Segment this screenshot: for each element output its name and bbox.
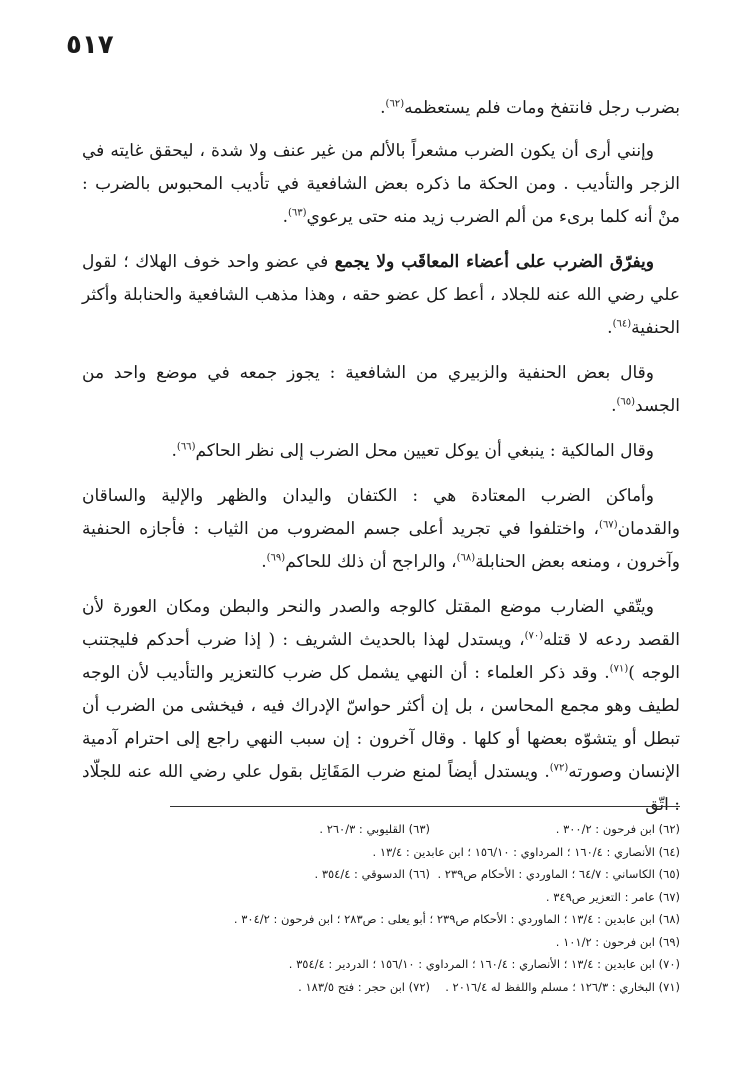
footnote: (٦٨) ابن عابدين : ١٣/٤ ؛ الماوردي : الأحكام ص٢٣٩ ؛ أبو يعلى : ص٢٨٣ ؛ ابن فرحون : ٣٠٤/٢ . [233, 912, 680, 926]
footnote-row [90, 953, 680, 976]
footnote: (٦٢) ابن فرحون : ٣٠٠/٢ . [555, 822, 680, 836]
paragraph-text: ، والراجح أن ذلك للحاكم [285, 552, 457, 572]
footnote-row [90, 863, 680, 886]
paragraph-text: وإنني أرى أن يكون الضرب مشعراً بالألم من غير عنف ولا شدة ، ليحقق غايته في الزجر والتأديب . ومن الحكة ما ذكره بعض الشافعية في تأديب المحبوس بالضرب : منْ أنه كلما برىء من ألم الضرب زيد منه حتى يرعوي [82, 141, 680, 227]
paragraph: وأماكن الضرب المعتادة هي : الكتفان واليدان والظهر والإلية والساقان والقدمان$^{(٦٧)}$، واختلفوا في تجريد أعلى جسم المضروب من الثياب : فأجازه الحنفية وآخرون ، ومنعه بعض الحنابلة$^{(٦٨)}$، والراجح أن ذلك للحاكم$^{(٦٩)}$. [82, 486, 680, 572]
footnote-row [90, 841, 680, 864]
paragraph-text: وقال بعض الحنفية والزبيري من الشافعية : يجوز جمعه في موضع واحد من الجسد [82, 363, 680, 416]
footnote-ref: (٦٢) [385, 98, 405, 110]
footnote: (٧٢) ابن حجر : فتح ١٨٣/٥ . [298, 979, 430, 994]
paragraph-text: وقال المالكية : ينبغي أن يوكل تعيين محل الضرب إلى نظر الحاكم [195, 441, 654, 461]
footnote-divider [170, 806, 680, 807]
footnote: (٦٧) عامر : التعزير ص٣٤٩ . [545, 889, 680, 904]
footnote: (٧٠) ابن عابدين : ١٣/٤ ؛ الأنصاري : ١٦٠/٤ ؛ المرداوي : ١٥٦/١٠ ؛ الدردير : ٣٥٤/٤ . [288, 957, 680, 971]
paragraph [82, 591, 680, 822]
main-text [82, 92, 680, 834]
paragraph-text: في عضو واحد خوف الهلاك ؛ لقول علي رضي الله عنه للجلاد ، أعط كل عضو حقه ، وهذا مذهب الشافعية والحنابلة وأكثر الحنفية [82, 252, 680, 338]
footnote-ref: (٦٣) [287, 207, 307, 219]
footnote-row [90, 908, 680, 931]
footnote-ref: (٧٢) [549, 762, 569, 774]
footnote: (٦٦) الدسوقي : ٣٥٤/٤ . [314, 867, 430, 881]
paragraph-text: . ويستدل أيضاً لمنع ضرب المَقَاتِل بقول علي رضي الله عنه للجلّاد : اتّق [82, 762, 680, 815]
footnote: (٦٣) القليوبي : ٢٦٠/٣ . [319, 822, 430, 836]
footnote-row [90, 931, 680, 954]
footnote-row [90, 818, 680, 841]
paragraph-text: وأماكن الضرب المعتادة هي : الكتفان واليدان والظهر والإلية والساقان والقدمان [82, 486, 680, 539]
bold-lead-text: ويفرّق الضرب على أعضاء المعاقَب ولا يجمع [334, 252, 654, 272]
paragraph: وقال المالكية : ينبغي أن يوكل تعيين محل الضرب إلى نظر الحاكم$^{(٦٦)}$. [171, 441, 654, 461]
footnote-ref: (٦٥) [616, 396, 636, 408]
paragraph: وقال بعض الحنفية والزبيري من الشافعية : يجوز جمعه في موضع واحد من الجسد$^{(٦٥)}$. [82, 363, 680, 416]
footnotes [90, 818, 680, 998]
footnote: (٦٩) ابن فرحون : ١٠١/٢ . [555, 934, 680, 949]
footnote-ref: (٦٩) [266, 552, 286, 564]
footnote-ref: (٧١) [609, 663, 629, 675]
period: . [380, 98, 386, 118]
footnote: (٦٥) الكاساني : ٦٤/٧ ؛ الماوردي : الأحكام ص٢٣٩ . [437, 867, 680, 881]
footnote-ref: (٦٨) [456, 552, 476, 564]
footnote-row [90, 976, 680, 999]
page-number: ٥١٧ [66, 30, 114, 60]
paragraph-text: ، واختلفوا في تجريد أعلى جسم المضروب من الثياب : فأجازه الحنفية وآخرون ، ومنعه بعض الحنابلة [82, 519, 680, 572]
paragraph [82, 92, 680, 125]
paragraph-text: ، ويستدل لهذا بالحديث الشريف : ( إذا ضرب أحدكم فليجتنب الوجه ) [82, 630, 680, 683]
paragraph-text: ويتّقي الضارب موضع المقتل كالوجه والصدر والنحر والبطن ومكان العورة لأن القصد ردعه لا قتله [82, 597, 680, 650]
paragraph-text: . وقد ذكر العلماء : أن النهي يشمل كل ضرب كالتعزير والتأديب لأن الوجه لطيف وهو مجمع المحاسن ، بل إن أكثر حواسّ الإدراك فيه ، فيخشى من الضرب أن تبطل أو يتشوّه بعضها أو كلها . وقال آخرون : إن سبب النهي راجع إلى احترام آدمية الإنسان وصورته [82, 663, 680, 782]
footnote-ref: (٦٤) [612, 318, 632, 330]
paragraph: ويفرّق الضرب على أعضاء المعاقَب ولا يجمع في عضو واحد خوف الهلاك ؛ لقول علي رضي الله عنه للجلاد ، أعط كل عضو حقه ، وهذا مذهب الشافعية والحنابلة وأكثر الحنفية$^{(٦٤)}$. [82, 252, 680, 338]
footnote: (٦٤) الأنصاري : ١٦٠/٤ ؛ المرداوي : ١٥٦/١٠ ؛ ابن عابدين : ١٣/٤ . [372, 844, 680, 859]
footnote: (٧١) البخاري : ١٢٦/٣ ؛ مسلم واللفظ له ٢٠١٦/٤ . [445, 979, 680, 994]
paragraph-text: بضرب رجل فانتفخ ومات فلم يستعظمه [404, 98, 680, 118]
footnote-row [90, 886, 680, 909]
footnote-ref: (٦٦) [176, 441, 196, 453]
footnote-ref: (٧٠) [524, 630, 544, 642]
footnote-ref: (٦٧) [599, 519, 618, 531]
paragraph: وإنني أرى أن يكون الضرب مشعراً بالألم من غير عنف ولا شدة ، ليحقق غايته في الزجر والتأديب . ومن الحكة ما ذكره بعض الشافعية في تأديب المحبوس بالضرب : منْ أنه كلما برىء من ألم الضرب زيد منه حتى يرعوي$^{(٦٣)}$. [82, 141, 680, 227]
